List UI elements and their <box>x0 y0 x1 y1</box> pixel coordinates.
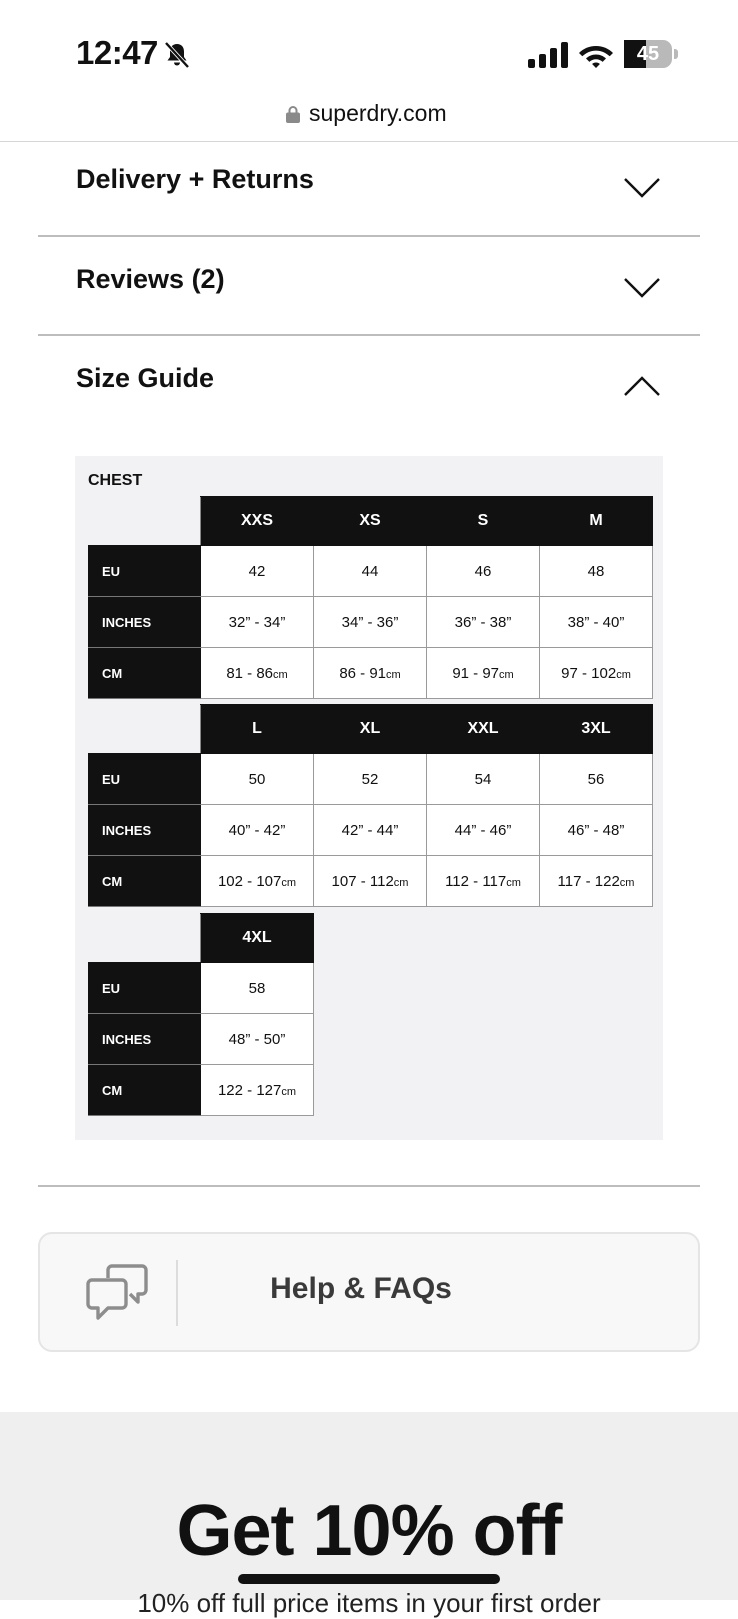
size-value-cell <box>540 597 653 648</box>
size-value: 107 - 112 <box>331 872 394 890</box>
size-value-cell <box>427 546 540 597</box>
size-header: XXS <box>201 497 314 546</box>
size-table <box>88 704 653 907</box>
row-label: INCHES <box>89 597 201 648</box>
size-table <box>88 496 653 699</box>
help-faqs-label: Help & FAQs <box>270 1272 452 1305</box>
chevron-up-icon <box>624 375 660 397</box>
size-value: 58 <box>248 979 266 997</box>
unit-label: cm <box>386 668 401 681</box>
row-label: CM <box>89 648 201 699</box>
size-guide-label: CHEST <box>88 472 143 489</box>
table-row <box>89 754 653 805</box>
battery-level: 45 <box>636 43 660 65</box>
table-row <box>89 546 653 597</box>
size-header: XL <box>314 705 427 754</box>
size-value: 86 - 91 <box>339 664 387 682</box>
size-value-cell <box>314 648 427 699</box>
size-value-cell <box>201 1065 314 1116</box>
size-value: 38” - 40” <box>567 613 625 631</box>
size-value: 112 - 117 <box>445 872 507 890</box>
row-label: CM <box>89 1065 201 1116</box>
accordion-title: Size Guide <box>76 363 215 393</box>
row-label: INCHES <box>89 1014 201 1065</box>
home-indicator[interactable] <box>238 1574 500 1584</box>
size-value-cell <box>314 546 427 597</box>
size-value-cell <box>314 597 427 648</box>
size-value-cell <box>540 856 653 907</box>
size-value: 117 - 122 <box>557 872 620 890</box>
table-row <box>89 805 653 856</box>
size-value: 48 <box>587 562 605 580</box>
size-value-cell <box>427 856 540 907</box>
bell-slash-icon <box>162 40 192 70</box>
size-value-cell <box>427 648 540 699</box>
size-header-row <box>89 497 653 546</box>
wifi-icon <box>578 40 614 68</box>
size-value-cell <box>314 856 427 907</box>
row-label: INCHES <box>89 805 201 856</box>
size-value-cell <box>201 1014 314 1065</box>
size-value: 44 <box>361 562 379 580</box>
size-header-row <box>89 914 314 963</box>
accordion-delivery-returns[interactable] <box>38 136 700 236</box>
size-value: 52 <box>361 770 379 788</box>
table-row <box>89 1014 314 1065</box>
size-value-cell <box>540 805 653 856</box>
battery-indicator <box>624 40 678 68</box>
size-value: 36” - 38” <box>454 613 512 631</box>
unit-label: cm <box>499 668 514 681</box>
row-label: CM <box>89 856 201 907</box>
size-value-cell <box>540 546 653 597</box>
size-value: 44” - 46” <box>454 821 512 839</box>
divider <box>38 1185 700 1187</box>
size-value-cell <box>314 754 427 805</box>
size-value: 40” - 42” <box>228 821 286 839</box>
size-value: 50 <box>248 770 266 788</box>
size-header: XXL <box>427 705 540 754</box>
size-value-cell <box>201 963 314 1014</box>
size-guide-panel <box>75 456 663 1140</box>
table-row <box>89 597 653 648</box>
table-row <box>89 856 653 907</box>
lock-icon <box>286 105 300 123</box>
chat-bubbles-icon <box>86 1264 148 1322</box>
table-row <box>89 648 653 699</box>
unit-label: cm <box>281 876 297 889</box>
size-value-cell <box>540 754 653 805</box>
size-value-cell <box>201 648 314 699</box>
row-label: EU <box>89 546 201 597</box>
size-value: 46” - 48” <box>567 821 625 839</box>
size-value: 97 - 102 <box>561 664 617 682</box>
status-bar <box>0 0 738 100</box>
size-value-cell <box>201 856 314 907</box>
size-value: 91 - 97 <box>452 664 500 682</box>
size-header-row <box>89 705 653 754</box>
size-value-cell <box>201 754 314 805</box>
size-header: 4XL <box>201 914 314 963</box>
size-header: L <box>201 705 314 754</box>
status-time: 12:47 <box>76 34 158 71</box>
size-value: 48” - 50” <box>228 1030 286 1048</box>
size-value: 81 - 86 <box>226 664 274 682</box>
help-faqs-button[interactable] <box>38 1232 700 1352</box>
row-label: EU <box>89 754 201 805</box>
size-header: M <box>540 497 653 546</box>
size-value-cell <box>540 648 653 699</box>
unit-label: cm <box>273 668 288 681</box>
unit-label: cm <box>506 876 521 889</box>
size-value: 42” - 44” <box>341 821 399 839</box>
size-value-cell <box>314 805 427 856</box>
size-header: S <box>427 497 540 546</box>
unit-label: cm <box>616 668 631 681</box>
size-value-cell <box>427 597 540 648</box>
accordion-size-guide[interactable] <box>38 335 700 435</box>
row-label: EU <box>89 963 201 1014</box>
unit-label: cm <box>393 876 409 889</box>
promo-banner <box>0 1412 738 1618</box>
size-table <box>88 913 314 1116</box>
cellular-signal-icon <box>528 42 568 68</box>
chevron-down-icon <box>624 177 660 199</box>
size-value: 54 <box>474 770 492 788</box>
size-value-cell <box>201 597 314 648</box>
table-row <box>89 963 314 1014</box>
unit-label: cm <box>281 1085 297 1098</box>
size-value: 32” - 34” <box>228 613 286 631</box>
size-value-cell <box>427 805 540 856</box>
accordion-reviews[interactable] <box>38 236 700 336</box>
size-header: XS <box>314 497 427 546</box>
size-value: 42 <box>248 562 266 580</box>
promo-subtitle: 10% off full price items in your first order <box>137 1588 601 1618</box>
unit-label: cm <box>619 876 635 889</box>
chevron-down-icon <box>624 277 660 299</box>
size-value-cell <box>201 805 314 856</box>
size-value: 46 <box>474 562 492 580</box>
size-value: 102 - 107 <box>217 872 282 890</box>
accordion-title: Delivery + Returns <box>76 164 314 194</box>
size-value-cell <box>427 754 540 805</box>
size-value: 56 <box>587 770 605 788</box>
promo-title: Get 10% off <box>176 1491 562 1571</box>
size-value: 34” - 36” <box>341 613 399 631</box>
table-row <box>89 1065 314 1116</box>
size-value: 122 - 127 <box>217 1081 282 1099</box>
url-text: superdry.com <box>309 100 447 126</box>
size-value-cell <box>201 546 314 597</box>
size-header: 3XL <box>540 705 653 754</box>
accordion-title: Reviews (2) <box>76 264 225 294</box>
